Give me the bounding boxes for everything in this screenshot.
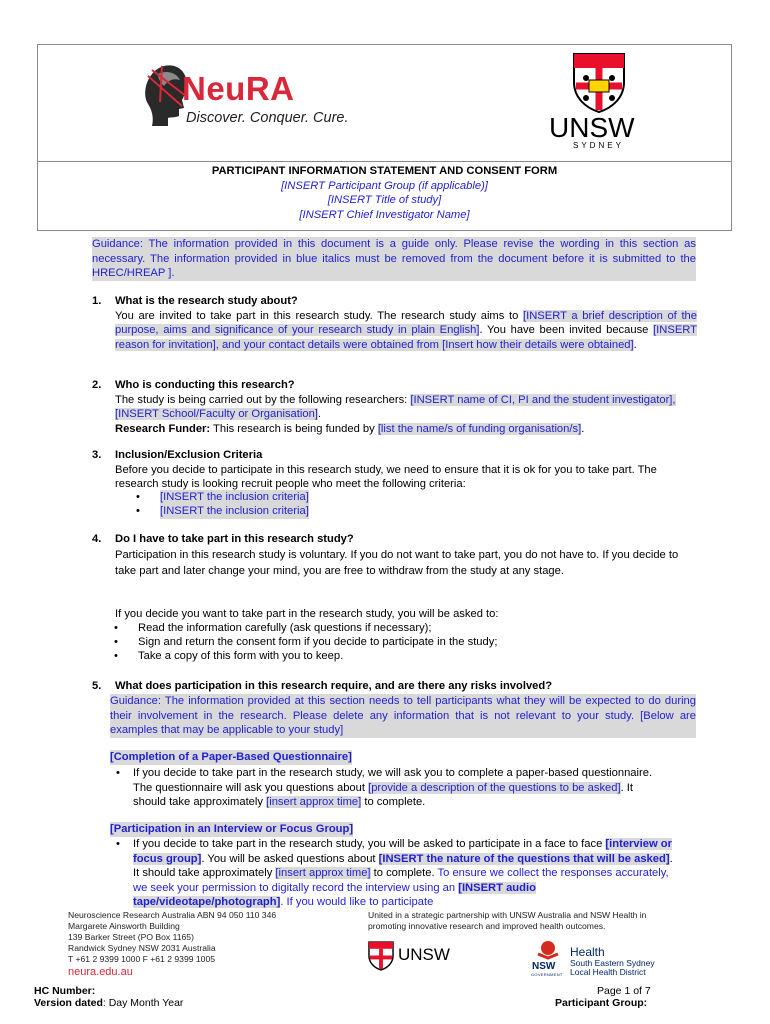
interview-bullet: •: [116, 838, 120, 850]
section-3-text: Before you decide to participate in this research study, we need to ensure that it is ok for you to take part. The research study is looking recruit people who meet the following criteria:: [115, 463, 657, 491]
interview-heading: [Participation in an Interview or Focus Group]: [110, 823, 354, 835]
participant-group-line: [INSERT Participant Group (if applicable)]: [281, 179, 488, 192]
footer-unsw-logo: [368, 941, 458, 975]
section-1-number: 1.: [92, 295, 102, 307]
footer-unsw-crest-icon: [368, 941, 394, 971]
ask-bullet-3: •: [114, 650, 118, 662]
inclusion-criteria-1: [INSERT the inclusion criteria]: [160, 491, 309, 503]
footer-health-title: Health: [570, 945, 605, 959]
section-4-text-2: If you decide you want to take part in the research study, you will be asked to:: [115, 608, 499, 620]
ask-bullet-1: •: [114, 622, 118, 634]
footer-unsw-name: UNSW: [398, 945, 450, 964]
section-5-guidance: Guidance: The information provided at this section needs to tell participants what they will be expected to do during their involvement in the research. Please delete any information that is not relevant to your study. [Below are examples that may be applicable to your study]: [110, 695, 696, 737]
section-5-heading: What does participation in this research require, and are there any risks involved?: [115, 680, 553, 692]
section-1-heading: What is the research study about?: [115, 295, 298, 307]
ask-bullet-2: •: [114, 636, 118, 648]
page-number: Page 1 of 7: [597, 985, 651, 997]
questionnaire-heading: [Completion of a Paper-Based Questionnaire]: [110, 751, 352, 763]
section-2-number: 2.: [92, 379, 102, 391]
section-4: [115, 532, 697, 580]
section-5-number: 5.: [92, 680, 102, 692]
footer-website[interactable]: neura.edu.au: [68, 966, 133, 978]
footer-partnership: United in a strategic partnership with UNSW Australia and NSW Health in promoting innovative research and improved health outcomes.: [368, 909, 678, 932]
interview-text: If you decide to take part in the research study, you will be asked to participate in a face to face [interview or focus group]. You will be asked questions about [INSERT the nature of the questions that will be asked]. It should take approximately [insert approx time] to complete. To ensure we collect the responses accurately, we seek your permission to digitally record the interview using an [INSERT audio tape/videotape/photograph]. If you would like to participate: [133, 838, 673, 909]
hc-number-label: HC Number:: [34, 985, 96, 997]
section-1: [115, 294, 697, 352]
section-1-text: You are invited to take part in this research study. The research study aims to [INSERT a brief description of the purpose, aims and significance of your research study in plain English]. You have been invited because [INSERT reason for invitation], and your contact details were obtained from [Insert how their details were obtained].: [115, 309, 698, 351]
form-title-block: [38, 164, 731, 222]
unsw-logo: [545, 52, 655, 152]
footer-health-sub1: South Eastern Sydney: [570, 958, 655, 968]
unsw-crest-icon: [572, 52, 626, 114]
footer-nsw-health-logo: [530, 940, 670, 978]
unsw-logo-name: UNSW: [549, 112, 635, 143]
inclusion-bullet-2: •: [136, 505, 140, 517]
ask-item-1: Read the information carefully (ask questions if necessary);: [138, 622, 432, 634]
neura-logo: [142, 62, 357, 130]
chief-investigator-line: [INSERT Chief Investigator Name]: [299, 208, 470, 221]
footer-nsw-label: NSW: [532, 961, 556, 972]
section-3: [115, 448, 697, 492]
footer-health-sub2: Local Health District: [570, 967, 646, 977]
footer-address: Neuroscience Research Australia ABN 94 050 110 346 Margarete Ainsworth Building 139 Barker Street (PO Box 1165) Randwick Sydney NSW 2031 Australia T +61 2 9399 1000 F +61 2 9399 1005 neura.edu.au: [68, 910, 277, 978]
section-2-heading: Who is conducting this research?: [115, 379, 295, 391]
neura-logo-name: NeuRA: [182, 70, 295, 107]
inclusion-criteria-2: [INSERT the inclusion criteria]: [160, 505, 309, 517]
section-4-number: 4.: [92, 533, 102, 545]
footer-gov-label: GOVERNMENT: [531, 972, 563, 977]
section-2: [115, 378, 697, 436]
page-title: PARTICIPANT INFORMATION STATEMENT AND CONSENT FORM: [211, 165, 558, 177]
research-funder-line: Research Funder: This research is being funded by [list the name/s of funding organisation/s].: [115, 422, 585, 435]
inclusion-bullet-1: •: [136, 491, 140, 503]
unsw-logo-sub: SYDNEY: [573, 141, 624, 150]
section-3-number: 3.: [92, 449, 102, 461]
neura-logo-tagline: Discover. Conquer. Cure.: [186, 110, 349, 126]
section-3-heading: Inclusion/Exclusion Criteria: [115, 449, 263, 461]
ask-item-3: Take a copy of this form with you to keep.: [138, 650, 344, 662]
study-title-line: [INSERT Title of study]: [327, 194, 442, 206]
waratah-icon: [534, 940, 562, 960]
header-divider: [38, 161, 731, 162]
questionnaire-text: If you decide to take part in the research study, we will ask you to complete a paper-based questionnaire. The questionnaire will ask you questions about [provide a description of the questions to be asked]. It should take approximately [insert approx time] to complete.: [133, 767, 653, 809]
section-4-heading: Do I have to take part in this research study?: [115, 533, 354, 545]
participant-group-label: Participant Group:: [555, 997, 648, 1009]
ask-item-2: Sign and return the consent form if you decide to participate in the study;: [138, 636, 498, 648]
section-2-text: The study is being carried out by the following researchers: [INSERT name of CI, PI and the student investigator], [INSERT School/Faculty or Organisation].: [115, 393, 676, 421]
questionnaire-bullet: •: [116, 767, 120, 779]
version-dated-line: Version dated: Day Month Year: [34, 997, 184, 1009]
guidance-note: Guidance: The information provided in this document is a guide only. Please revise the wording in this section as necessary. The information provided in blue italics must be removed from the document before it is submitted to the HREC/HREAP ].: [92, 238, 696, 280]
section-4-text: Participation in this research study is voluntary. If you do not want to take part, you do not have to. If you decide to take part and later change your mind, you are free to withdraw from the study at any stage.: [115, 548, 679, 578]
